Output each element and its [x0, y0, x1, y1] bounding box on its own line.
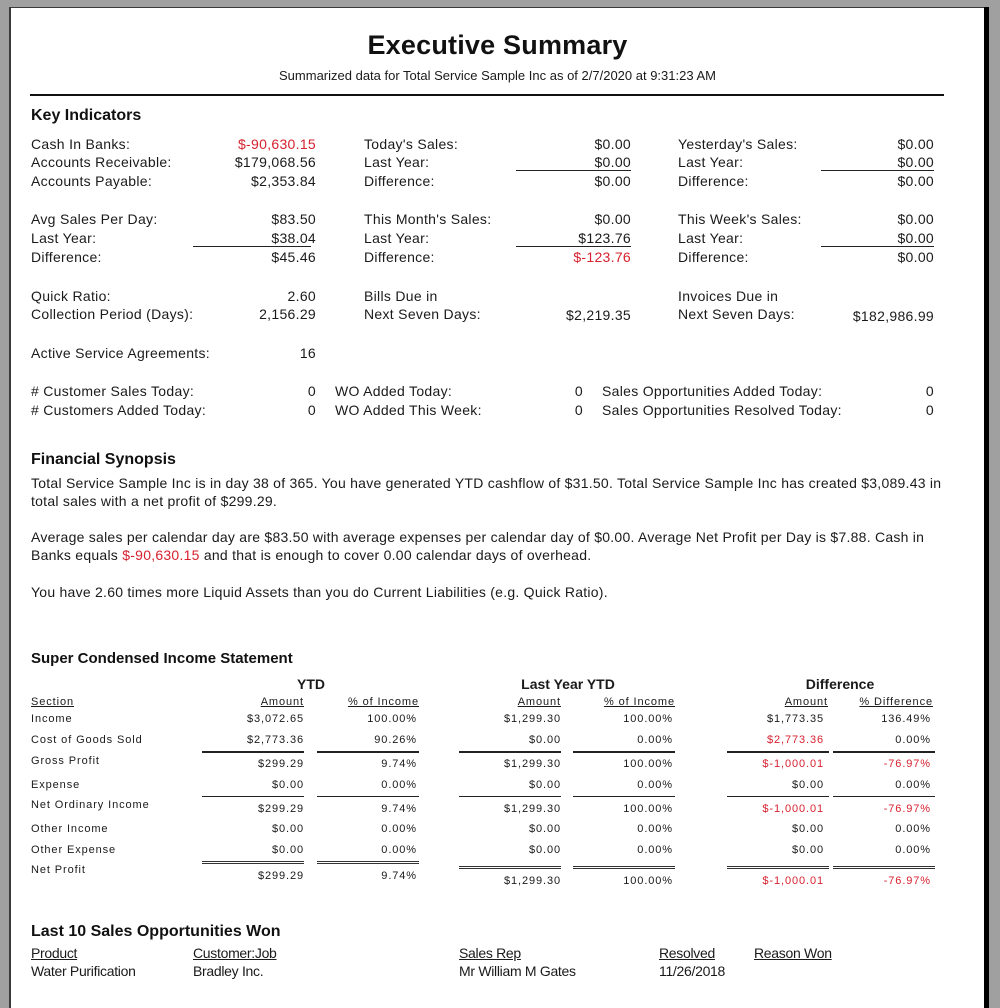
col-header-diff-pct: % Difference	[859, 696, 933, 708]
is-cell: 0.00%	[637, 823, 673, 835]
report-title: Executive Summary	[367, 30, 628, 60]
ki-value-month-last-year: $123.76	[578, 230, 631, 246]
ki-value-collection-period: 2,156.29	[259, 306, 316, 322]
key-indicators-heading: Key Indicators	[31, 107, 142, 124]
is-section: Gross Profit	[31, 755, 100, 767]
ki-label: Today's Sales:	[364, 136, 459, 152]
col-header-ly-amount: Amount	[517, 696, 561, 708]
ki-value-week-diff: $0.00	[897, 249, 934, 265]
opp-product: Water Purification	[31, 963, 136, 979]
is-cell: $1,299.30	[503, 758, 561, 770]
is-cell: 0.00%	[895, 779, 931, 791]
col-header-section: Section	[31, 696, 74, 708]
ki-value-quick-ratio: 2.60	[287, 288, 316, 304]
ki-label: Avg Sales Per Day:	[31, 211, 158, 227]
is-cell: 0.00%	[895, 823, 931, 835]
opp-resolved: 11/26/2018	[659, 963, 726, 979]
ki-value-week-last-year: $0.00	[897, 230, 934, 246]
ki-label: This Month's Sales:	[364, 211, 492, 227]
report-page	[9, 7, 984, 1008]
is-cell: $3,072.65	[246, 713, 304, 725]
is-cell: 9.74%	[381, 758, 417, 770]
subtotal-line	[727, 751, 829, 753]
is-section: Cost of Goods Sold	[31, 734, 143, 746]
ki-value-yesterday-sales: $0.00	[897, 136, 934, 152]
group-header-last-year-ytd: Last Year YTD	[521, 676, 615, 692]
is-cell: 0.00%	[637, 734, 673, 746]
col-header-customer-job: Customer:Job	[193, 945, 277, 961]
synopsis-paragraph-3: You have 2.60 times more Liquid Assets than you do Current Liabilities (e.g. Quick Ratio).	[31, 584, 608, 600]
is-cell: $-1,000.01	[762, 875, 824, 887]
count-label: # Customers Added Today:	[31, 402, 207, 418]
total-double-line	[459, 866, 561, 869]
is-cell: $1,299.30	[503, 875, 561, 887]
is-cell: $-1,000.01	[762, 803, 824, 815]
is-cell: $0.00	[271, 823, 304, 835]
ki-value-avg-diff: $45.46	[271, 249, 316, 265]
ki-label: Yesterday's Sales:	[678, 136, 798, 152]
ki-value-invoices-due: $182,986.99	[852, 308, 934, 324]
ki-value-today-last-year: $0.00	[594, 154, 631, 170]
is-section: Net Ordinary Income	[31, 799, 150, 811]
ki-label: Invoices Due in	[678, 288, 779, 304]
synopsis-text: Average sales per calendar day are $83.50 with average expenses per calendar day of $0.00. Average Net Profit per Day is $7.88. Cash in Banks equals	[31, 529, 925, 563]
count-label: Sales Opportunities Resolved Today:	[602, 402, 842, 418]
synopsis-paragraph-2	[31, 528, 961, 564]
subtotal-line	[727, 796, 829, 797]
ki-label: Quick Ratio:	[31, 288, 111, 304]
ki-value-yesterday-diff: $0.00	[897, 173, 934, 189]
group-header-difference: Difference	[805, 676, 875, 692]
subtotal-line	[202, 796, 304, 797]
is-cell: 0.00%	[381, 823, 417, 835]
is-cell: 0.00%	[637, 844, 673, 856]
count-value: 0	[925, 402, 934, 418]
opportunities-heading: Last 10 Sales Opportunities Won	[31, 923, 281, 940]
is-cell: $0.00	[791, 779, 824, 791]
income-statement-heading: Super Condensed Income Statement	[31, 650, 293, 667]
ki-label: Difference:	[364, 249, 435, 265]
ki-value-todays-sales: $0.00	[594, 136, 631, 152]
is-section: Other Income	[31, 823, 109, 835]
ki-label: Difference:	[678, 249, 749, 265]
opp-sales-rep: Mr William M Gates	[459, 963, 576, 979]
is-cell: 100.00%	[623, 713, 673, 725]
ki-value-today-diff: $0.00	[594, 173, 631, 189]
is-cell: $0.00	[528, 734, 561, 746]
underline	[821, 246, 934, 247]
is-cell: $0.00	[528, 779, 561, 791]
is-cell: $1,299.30	[503, 713, 561, 725]
is-cell: $0.00	[271, 779, 304, 791]
is-cell: 100.00%	[623, 875, 673, 887]
ki-label: Cash In Banks:	[31, 136, 131, 152]
is-cell: $0.00	[271, 844, 304, 856]
is-cell: 9.74%	[381, 803, 417, 815]
is-cell: $2,773.36	[766, 734, 824, 746]
is-section: Income	[31, 713, 73, 725]
ki-value-month-sales: $0.00	[594, 211, 631, 227]
count-value: 0	[307, 383, 316, 399]
ki-label: Last Year:	[364, 230, 430, 246]
ki-label: Last Year:	[678, 230, 744, 246]
col-header-diff-amount: Amount	[784, 696, 828, 708]
subtotal-line	[317, 796, 419, 797]
is-cell: 100.00%	[623, 758, 673, 770]
is-cell: $2,773.36	[246, 734, 304, 746]
ki-label: Last Year:	[31, 230, 97, 246]
total-double-line	[317, 861, 419, 864]
subtotal-line	[459, 751, 561, 753]
ki-label: Difference:	[678, 173, 749, 189]
count-value: 0	[574, 383, 583, 399]
synopsis-cash-value: $-90,630.15	[122, 547, 200, 563]
is-cell: 100.00%	[623, 803, 673, 815]
ki-value-month-diff: $-123.76	[573, 249, 631, 265]
is-cell: $0.00	[791, 844, 824, 856]
synopsis-text: and that is enough to cover 0.00 calendar days of overhead.	[199, 547, 592, 563]
col-header-ytd-pct: % of Income	[347, 696, 419, 708]
is-cell: $-1,000.01	[762, 758, 824, 770]
ki-value-avg-sales: $83.50	[271, 211, 316, 227]
is-cell: $299.29	[257, 870, 304, 882]
ki-value-week-sales: $0.00	[897, 211, 934, 227]
count-label: WO Added Today:	[335, 383, 453, 399]
count-label: Sales Opportunities Added Today:	[602, 383, 823, 399]
is-section: Other Expense	[31, 844, 117, 856]
ki-value-ar: $179,068.56	[234, 154, 316, 170]
is-cell: $299.29	[257, 758, 304, 770]
ki-label: Next Seven Days:	[364, 306, 481, 322]
is-cell: -76.97%	[883, 758, 931, 770]
is-cell: $0.00	[528, 844, 561, 856]
col-header-product: Product	[31, 945, 78, 961]
is-section: Expense	[31, 779, 81, 791]
is-cell: 136.49%	[881, 713, 931, 725]
ki-label: Bills Due in	[364, 288, 438, 304]
is-cell: 9.74%	[381, 870, 417, 882]
col-header-ytd-amount: Amount	[260, 696, 304, 708]
col-header-sales-rep: Sales Rep	[459, 945, 521, 961]
ki-label: Last Year:	[364, 154, 430, 170]
header-divider	[30, 94, 944, 96]
is-cell: 100.00%	[367, 713, 417, 725]
subtotal-line	[202, 751, 304, 753]
col-header-ly-pct: % of Income	[603, 696, 675, 708]
is-cell: -76.97%	[883, 875, 931, 887]
subtotal-line	[573, 751, 675, 753]
is-cell: $1,299.30	[503, 803, 561, 815]
is-cell: 0.00%	[381, 844, 417, 856]
total-double-line	[727, 866, 829, 869]
ki-label: Difference:	[364, 173, 435, 189]
ki-value-active-agreements: 16	[299, 345, 316, 361]
is-cell: 0.00%	[637, 779, 673, 791]
total-double-line	[202, 861, 304, 864]
underline	[516, 170, 631, 171]
is-cell: $0.00	[791, 823, 824, 835]
ki-label: Accounts Payable:	[31, 173, 153, 189]
is-cell: 0.00%	[381, 779, 417, 791]
ki-label: Collection Period (Days):	[31, 306, 194, 322]
report-subtitle: Summarized data for Total Service Sample Inc as of 2/7/2020 at 9:31:23 AM	[279, 68, 716, 83]
is-cell: $299.29	[257, 803, 304, 815]
total-double-line	[833, 866, 935, 869]
ki-label: This Week's Sales:	[678, 211, 802, 227]
financial-synopsis-heading: Financial Synopsis	[31, 451, 176, 468]
underline	[516, 246, 631, 247]
count-value: 0	[574, 402, 583, 418]
is-cell: 0.00%	[895, 844, 931, 856]
opp-customer: Bradley Inc.	[193, 963, 264, 979]
total-double-line	[573, 866, 675, 869]
count-label: # Customer Sales Today:	[31, 383, 195, 399]
subtotal-line	[317, 751, 419, 753]
ki-label: Active Service Agreements:	[31, 345, 210, 361]
count-value: 0	[307, 402, 316, 418]
ki-value-avg-last-year: $38.04	[271, 230, 316, 246]
underline	[821, 170, 934, 171]
ki-value-yesterday-last-year: $0.00	[897, 154, 934, 170]
ki-value-bills-due: $2,219.35	[566, 307, 631, 323]
ki-value-cash-in-banks: $-90,630.15	[237, 136, 316, 152]
is-cell: $0.00	[528, 823, 561, 835]
subtotal-line	[573, 796, 675, 797]
subtotal-line	[833, 751, 935, 753]
col-header-reason-won: Reason Won	[754, 945, 832, 961]
ki-label: Last Year:	[678, 154, 744, 170]
underline	[193, 246, 311, 247]
ki-label: Accounts Receivable:	[31, 154, 172, 170]
group-header-ytd: YTD	[297, 676, 325, 692]
col-header-resolved: Resolved	[659, 945, 715, 961]
subtotal-line	[459, 796, 561, 797]
count-label: WO Added This Week:	[335, 402, 482, 418]
ki-label: Difference:	[31, 249, 102, 265]
is-section: Net Profit	[31, 864, 86, 876]
synopsis-paragraph-1: Total Service Sample Inc is in day 38 of 365. You have generated YTD cashflow of $31.50. Total Service Sample Inc has created $3,089.43 in total sales with a net profit of $299.29.	[31, 475, 942, 509]
is-cell: -76.97%	[883, 803, 931, 815]
is-cell: 90.26%	[374, 734, 417, 746]
ki-label: Next Seven Days:	[678, 306, 795, 322]
subtotal-line	[833, 796, 935, 797]
count-value: 0	[925, 383, 934, 399]
is-cell: $1,773.35	[766, 713, 824, 725]
ki-value-ap: $2,353.84	[251, 173, 316, 189]
is-cell: 0.00%	[895, 734, 931, 746]
